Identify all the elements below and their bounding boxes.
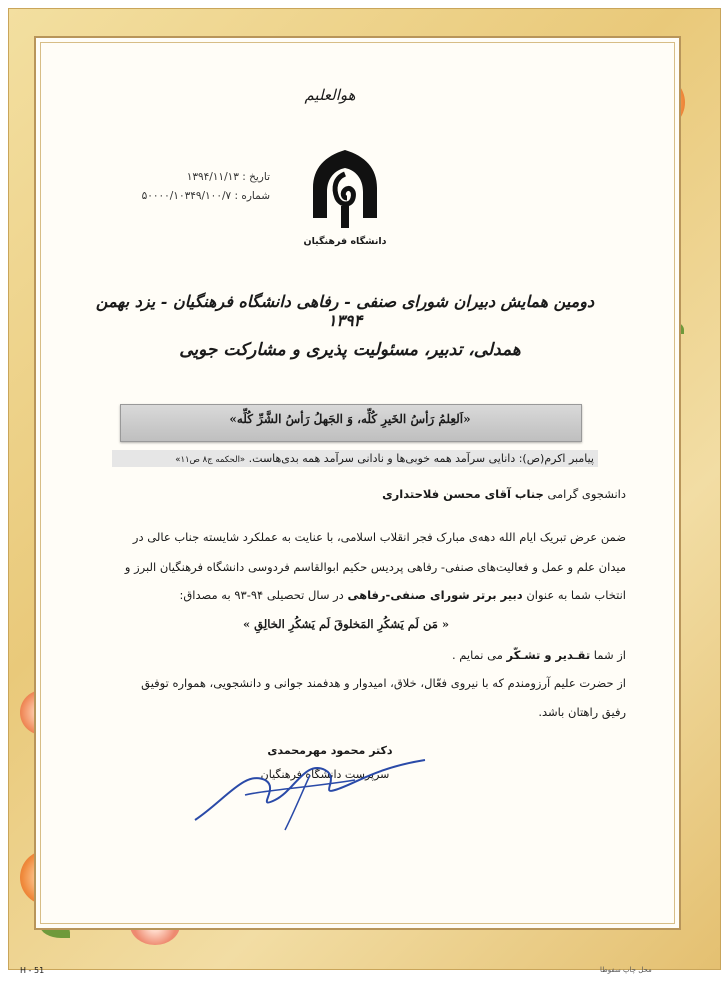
saying: « مَن لَم یَشکُرِ المَخلوقَ لَم یَشکُرِ الخالِقِ » [242,617,450,631]
hadith-reference: «الحکمه ج۸ ص۱۱» [175,455,246,465]
conference-title: دومین همایش دبیران شورای صنفی - رفاهی دانشگاه فرهنگیان - یزد بهمن ۱۳۹۴ [95,292,595,330]
greeting [66,487,626,501]
form-code: H - 51 [20,966,45,975]
hadith-text: پیامبر اکرم(ص): دانایی سرآمد همه خوبی‌ها و نادانی سرآمد همه بدی‌هاست. [248,452,594,465]
body-line-4-a: از شما [593,648,626,662]
body-line-4-c: می نمایم . [451,648,503,662]
conference-slogan: همدلی، تدبیر، مسئولیت پذیری و مشارکت جویی [179,340,521,360]
body-line-4 [66,648,626,662]
university-logo [305,148,385,234]
appreciation-text: تقـدیر و تشـکّر [506,648,591,662]
motto: هوالعليم [304,86,356,104]
letter-meta [80,168,270,206]
printer-note: محل چاپ سفوطا [600,966,652,974]
signatory-name: دکتر محمود مهرمحمدی [267,744,393,757]
body-line-6: رفیق راهتان باشد. [538,705,626,719]
body-line-3-c: در سال تحصیلی ۹۴-۹۳ به مصداق: [179,588,344,602]
body-line-5: از حضرت علیم آرزومندم که با نیروی فعّال، خلاق، امیدوار و هدفمند جوانی و دانشجویی، همواره توفیق [141,676,626,690]
body-line-2: میدان علم و عمل و فعالیت‌های صنفی- رفاهی پردیس حکیم ابوالقاسم فردوسی دانشگاه فرهنگیان البرز و [124,560,626,574]
arabic-quote: «اَلعِلمُ رَأسُ الخَیرِ کُلِّه، وَ الجَهلُ رَأسُ الشَّرِّ کُلِّه» [229,412,471,426]
letter-date: تاریخ : ۱۳۹۴/۱۱/۱۳ [186,171,270,183]
recipient-name: جناب آقای محسن فلاحتداری [382,487,544,501]
signatory-title: سرپرست دانشگاه فرهنگیان [260,768,390,781]
hadith-translation [112,450,598,467]
body-line-3-a: انتخاب شما به عنوان [526,588,626,602]
award-title: دبیر برتر شورای صنفی-رفاهی [347,588,523,602]
letter-number: شماره : ۵۰۰۰۰/۱۰۳۴۹/۱۰۰/۷ [141,190,270,202]
greeting-prefix: دانشجوی گرامی [547,487,626,501]
university-name: دانشگاه فرهنگیان [303,236,387,247]
body-line-1: ضمن عرض تبریک ایام الله دهه‌ی مبارک فجر انقلاب اسلامی، با عنایت به عملکرد شایسته جناب عالی در [132,530,626,544]
body-line-3 [66,588,626,602]
handwritten-signature [185,740,435,835]
